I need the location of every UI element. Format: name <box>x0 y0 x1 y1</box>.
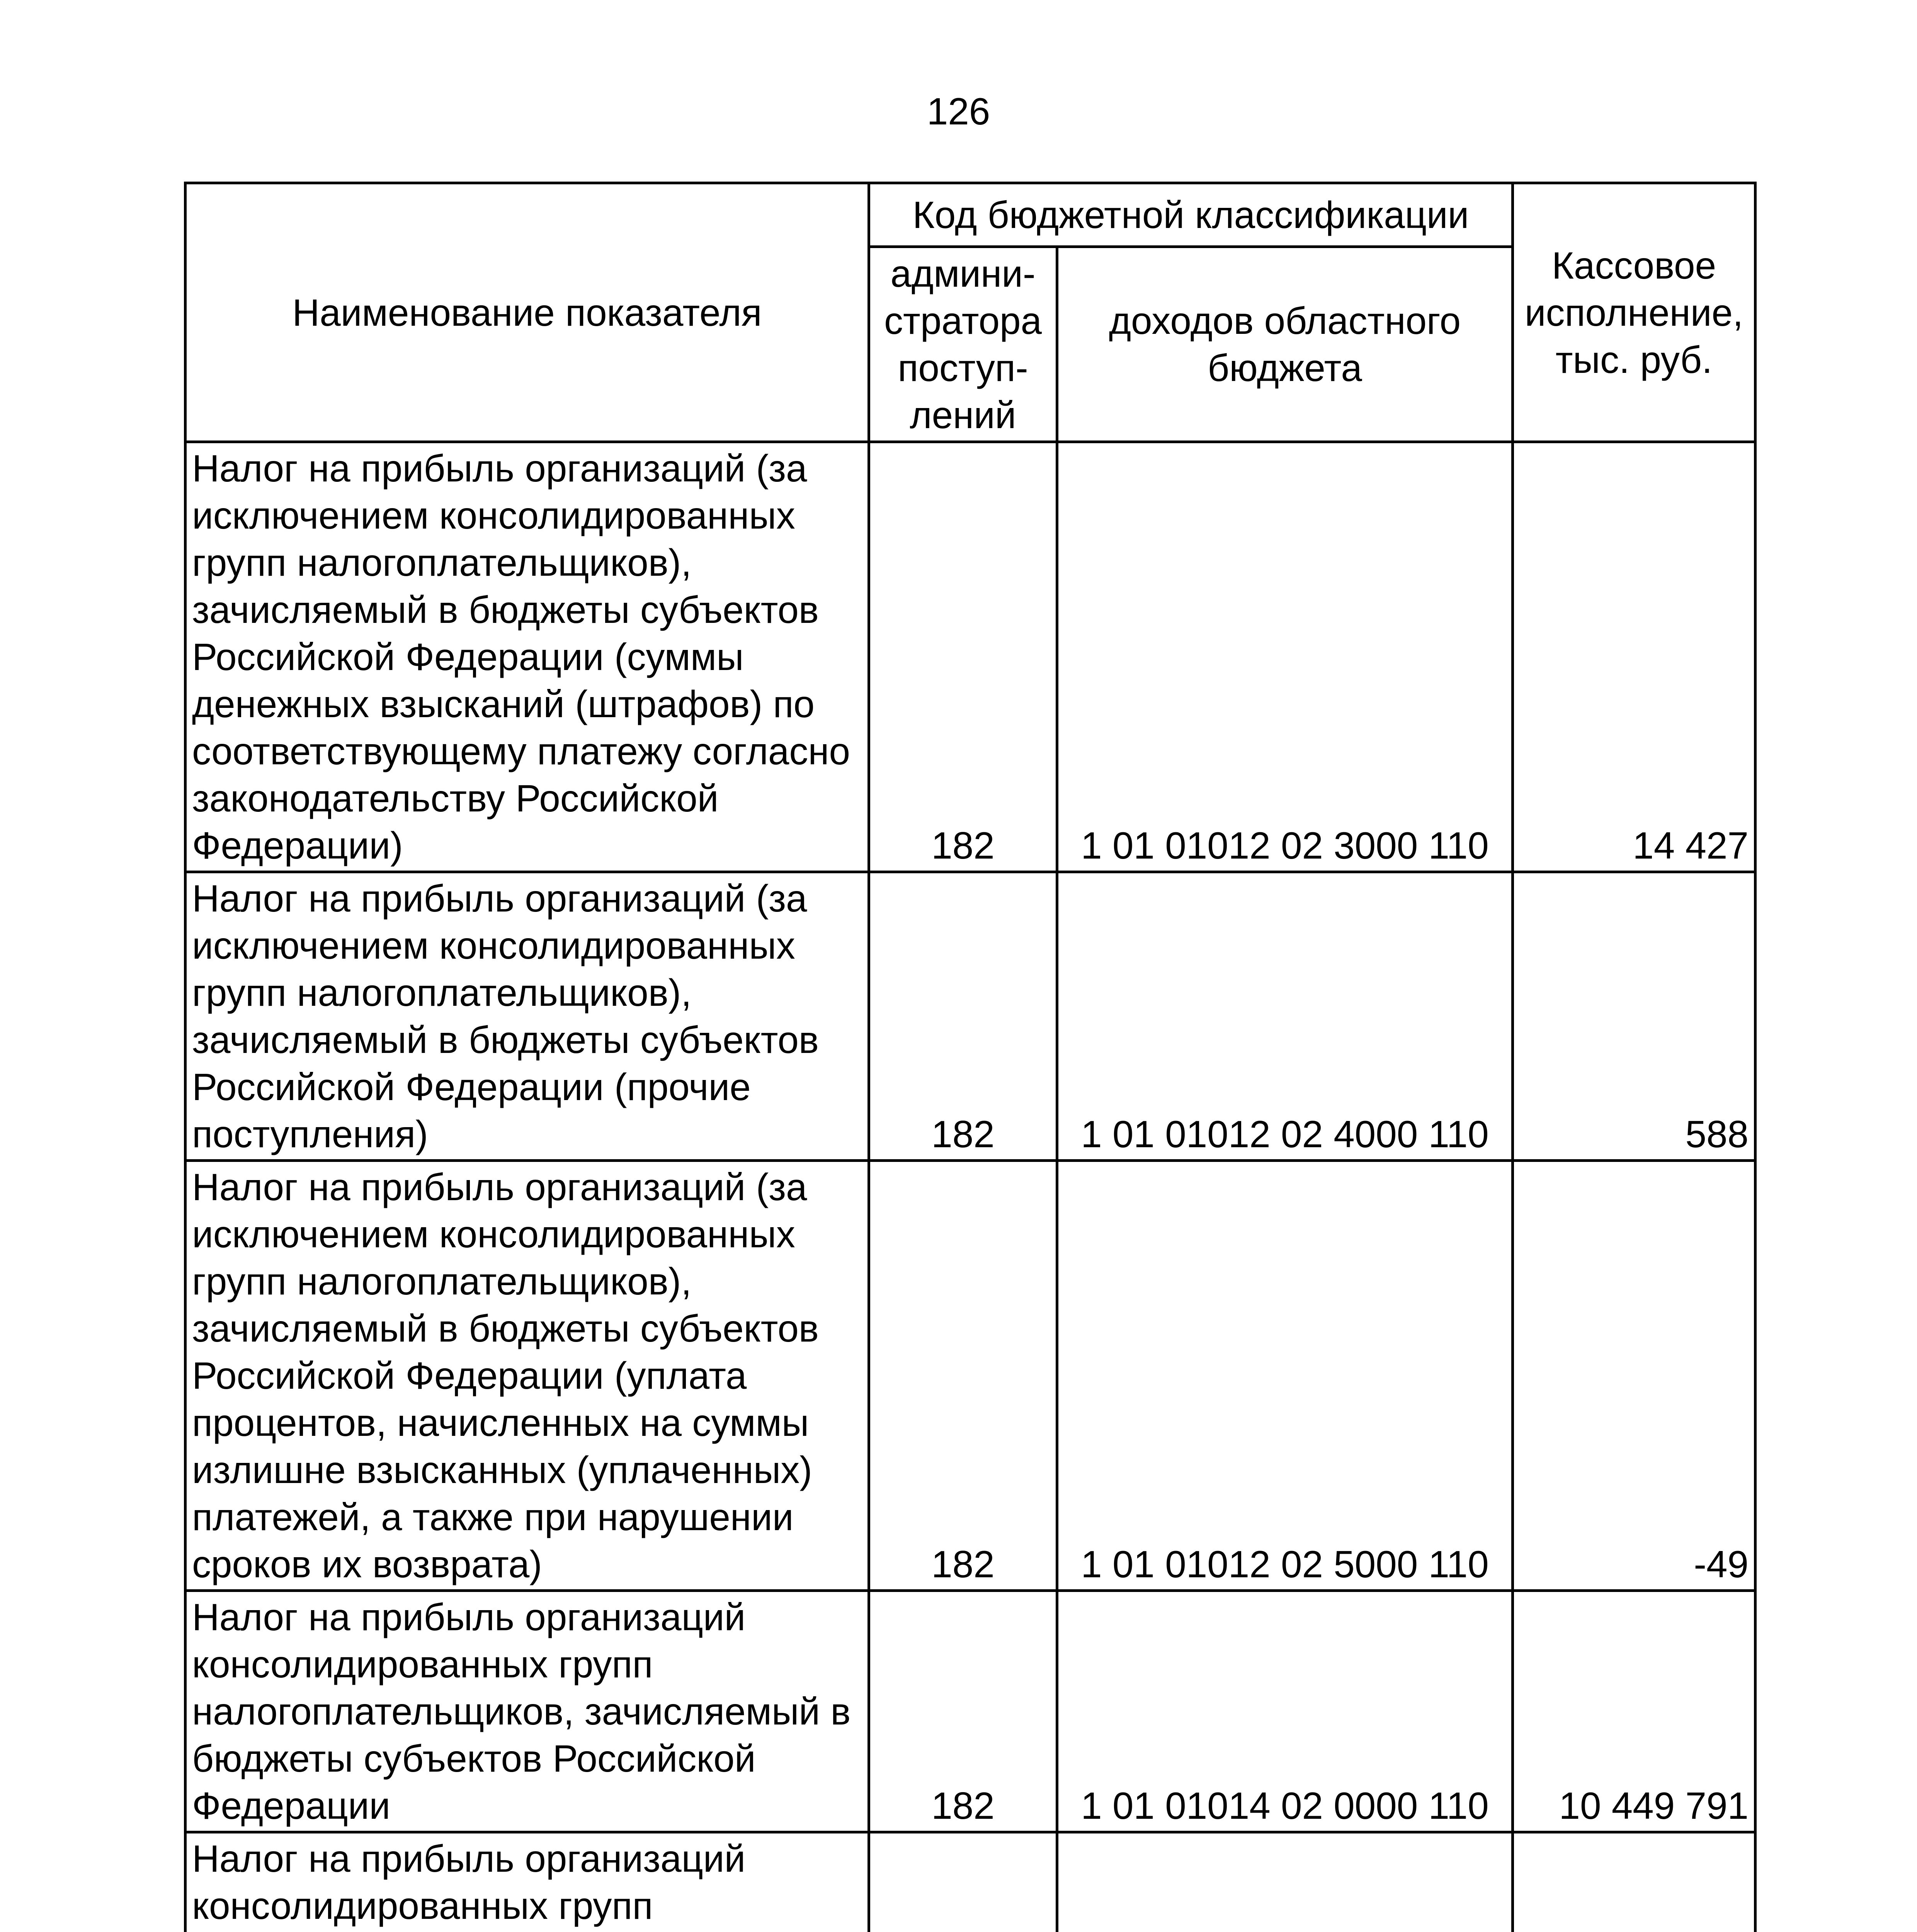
cash-execution-cell: 14 427 <box>1513 442 1755 872</box>
indicator-name-cell: Налог на прибыль организаций консолидированных групп <box>185 1832 869 1932</box>
cash-execution-cell: 588 <box>1513 872 1755 1161</box>
header-revenue-administrator: админи-стратора поступ-лений <box>869 247 1057 442</box>
indicator-name-cell: Налог на прибыль организаций (за исключением консолидированных групп налогоплательщиков), зачисляемый в бюджеты субъектов Российской Федерации (прочие поступления) <box>185 872 869 1161</box>
revenue-code-cell: 1 01 01014 02 0000 110 <box>1057 1591 1513 1832</box>
table-row <box>185 1591 1755 1832</box>
cash-execution-cell: -49 <box>1513 1161 1755 1591</box>
cash-execution-cell <box>1513 1832 1755 1932</box>
header-budget-classification-code: Код бюджетной классификации <box>869 183 1513 247</box>
administrator-code-cell: 182 <box>869 1591 1057 1832</box>
indicator-name-cell: Налог на прибыль организаций (за исключением консолидированных групп налогоплательщиков), зачисляемый в бюджеты субъектов Российской Федерации (уплата процентов, начисленных на суммы излишне взысканных (уплаченных) платежей, а также при нарушении сроков их возврата) <box>185 1161 869 1591</box>
administrator-code-cell: 182 <box>869 1161 1057 1591</box>
page-number: 126 <box>927 90 990 133</box>
cash-execution-cell: 10 449 791 <box>1513 1591 1755 1832</box>
table-row <box>185 1161 1755 1591</box>
table-row <box>185 872 1755 1161</box>
revenue-code-cell: 1 01 01012 02 3000 110 <box>1057 442 1513 872</box>
administrator-code-cell: 182 <box>869 872 1057 1161</box>
budget-classification-table <box>184 182 1757 1932</box>
table-row <box>185 442 1755 872</box>
header-regional-budget-revenue: доходов областного бюджета <box>1057 247 1513 442</box>
administrator-code-cell <box>869 1832 1057 1932</box>
indicator-name-cell: Налог на прибыль организаций консолидированных групп налогоплательщиков, зачисляемый в бюджеты субъектов Российской Федерации <box>185 1591 869 1832</box>
table-row <box>185 1832 1755 1932</box>
administrator-code-cell: 182 <box>869 442 1057 872</box>
header-cash-execution: Кассовое исполнение, тыс. руб. <box>1513 183 1755 442</box>
header-indicator-name: Наименование показателя <box>185 183 869 442</box>
revenue-code-cell: 1 01 01012 02 4000 110 <box>1057 872 1513 1161</box>
indicator-name-cell: Налог на прибыль организаций (за исключением консолидированных групп налогоплательщиков), зачисляемый в бюджеты субъектов Российской Федерации (суммы денежных взысканий (штрафов) по соответствующему платежу согласно законодательству Российской Федерации) <box>185 442 869 872</box>
revenue-code-cell <box>1057 1832 1513 1932</box>
revenue-code-cell: 1 01 01012 02 5000 110 <box>1057 1161 1513 1591</box>
